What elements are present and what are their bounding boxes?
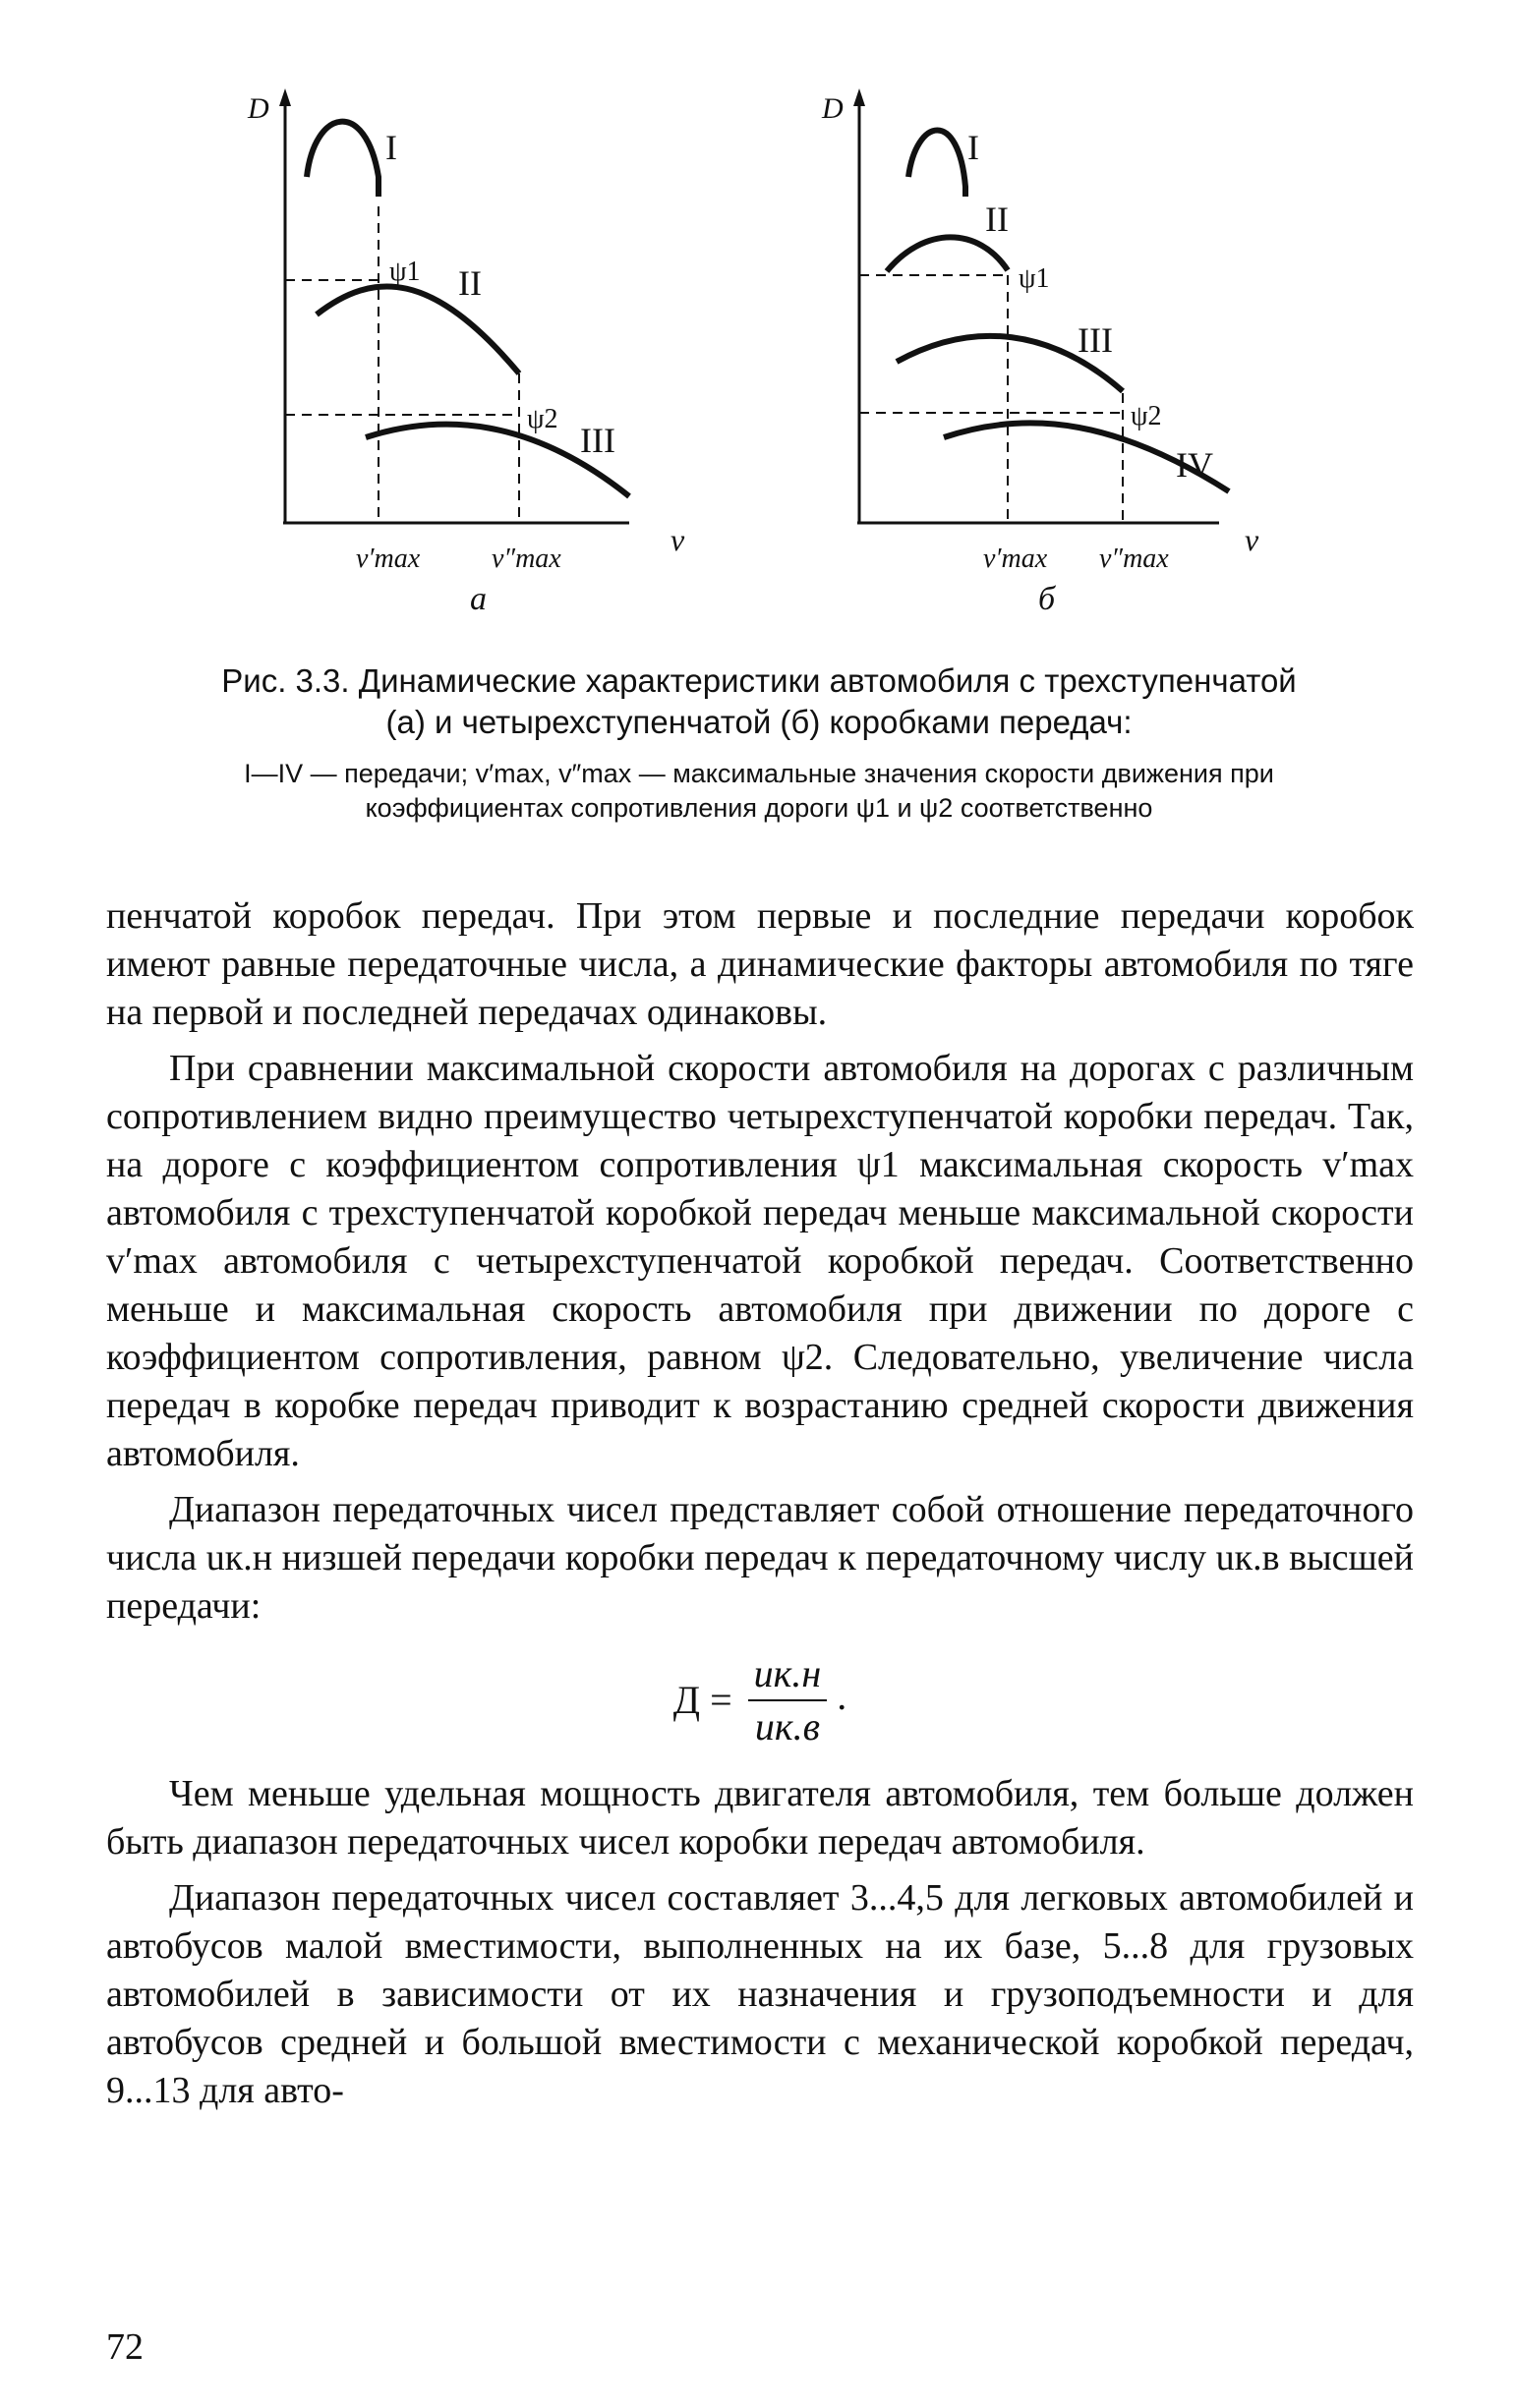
paragraph-1: пенчатой коробок передач. При этом первые и последние передачи коробок имеют равные передаточные числа, а динамические факторы автомобиля по тяге на первой и последней передачах одинаковы. <box>106 895 1414 1033</box>
caption-legend-line-1: I—IV — передачи; v′max, v″max — максимальные значения скорости движения при <box>244 759 1274 788</box>
left-tick-vmax1: v′max <box>356 544 421 574</box>
left-x-label: v <box>671 522 685 557</box>
caption-line-2: (а) и четырехступенчатой (б) коробками передач: <box>385 704 1133 740</box>
paragraph-5: Диапазон передаточных чисел составляет 3...4,5 для легковых автомобилей и автобусов малой вместимости, выполненных на их базе, 5...8 для грузовых автомобилей в зависимости от их назначения и грузоподъемности и для автобусов средней и большой вместимости с механической коробкой передач, 9...13 для авто- <box>106 1877 1414 2111</box>
right-tick-vmax2: v″max <box>1099 544 1169 574</box>
figure-3-3 <box>0 79 1516 629</box>
left-label-psi1: ψ1 <box>389 257 421 287</box>
caption-legend <box>110 757 1408 826</box>
caption-line-1: Рис. 3.3. Динамические характеристики автомобиля с трехступенчатой <box>221 662 1297 699</box>
right-curve-gear-1 <box>908 131 965 198</box>
left-curve-gear-2 <box>317 286 519 373</box>
left-label-psi2: ψ2 <box>527 404 558 434</box>
right-label-gear-1: I <box>967 128 979 167</box>
figure-caption <box>110 660 1408 826</box>
left-label-gear-2: II <box>458 263 482 303</box>
right-label-gear-4: IV <box>1176 445 1213 485</box>
page-number: 72 <box>106 2326 144 2368</box>
right-label-gear-3: III <box>1078 320 1113 360</box>
right-tick-vmax1: v′max <box>983 544 1048 574</box>
left-curve-gear-1 <box>307 122 379 197</box>
paragraph-2: При сравнении максимальной скорости автомобиля на дорогах с различным сопротивлением видно преимущество четырехступенчатой коробки передач. Так, на дороге с коэффициентом сопротивления ψ1 максимальная скорость v′max автомобиля с трехступенчатой коробкой передач меньше максимальной скорости v′max автомобиля с четырехступенчатой коробкой передач. Соответственно меньше и максимальная скорость автомобиля при движении по дороге с коэффициентом сопротивления, равном ψ2. Следовательно, увеличение числа передач в коробке передач приводит к возрастанию средней скорости движения автомобиля. <box>106 1048 1414 1474</box>
right-label-gear-2: II <box>985 200 1009 239</box>
right-x-label: v <box>1245 522 1259 557</box>
left-sub-label: а <box>470 581 487 617</box>
right-sub-label: б <box>1038 581 1056 617</box>
caption-legend-line-2: коэффициентах сопротивления дороги ψ1 и ψ2 соответственно <box>365 793 1153 823</box>
right-label-psi1: ψ1 <box>1019 263 1050 294</box>
left-label-gear-3: III <box>580 421 615 460</box>
left-label-gear-1: I <box>385 128 397 167</box>
formula-range <box>106 1651 1414 1749</box>
left-chart <box>247 88 685 617</box>
right-y-label: D <box>822 92 844 125</box>
right-label-psi2: ψ2 <box>1131 401 1162 431</box>
caption-title <box>110 660 1408 743</box>
left-tick-vmax2: v″max <box>492 544 561 574</box>
left-y-label: D <box>248 92 269 125</box>
formula-lhs: Д = <box>672 1678 732 1722</box>
right-chart <box>821 88 1259 617</box>
formula-fraction <box>748 1651 828 1749</box>
right-curve-gear-2 <box>887 237 1008 271</box>
formula-end: . <box>837 1674 847 1719</box>
formula-denominator: uк.в <box>754 1704 820 1749</box>
figure-svg <box>0 79 1516 629</box>
formula-numerator: uк.н <box>748 1654 828 1701</box>
paragraph-4: Чем меньше удельная мощность двигателя автомобиля, тем больше должен быть диапазон передаточных чисел коробки передач автомобиля. <box>106 1773 1414 1863</box>
body-text <box>106 892 1414 2123</box>
paragraph-3: Диапазон передаточных чисел представляет собой отношение передаточного числа uк.н низшей передачи коробки передач к передаточному числу uк.в высшей передачи: <box>106 1489 1414 1627</box>
